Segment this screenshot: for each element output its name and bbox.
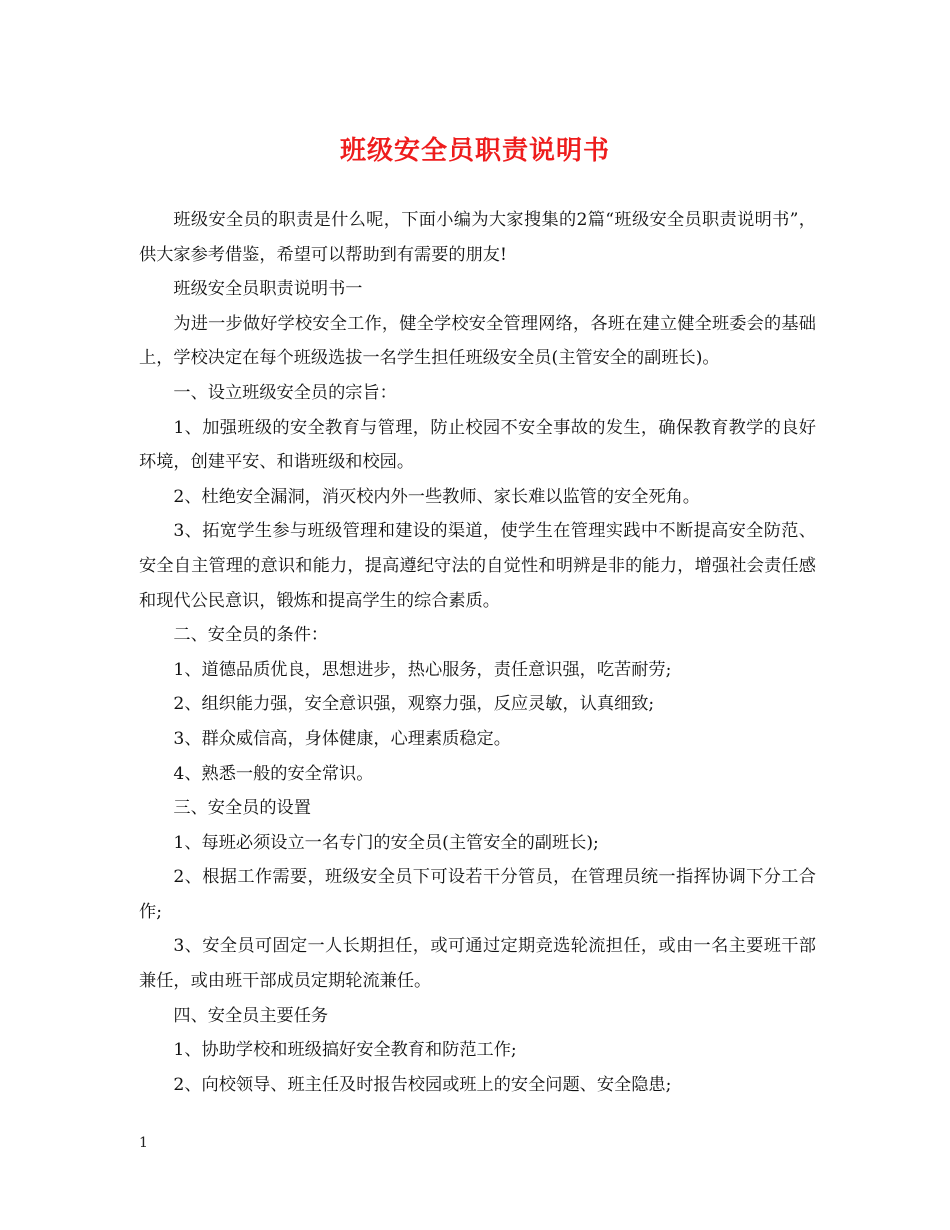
list-item: 2、根据工作需要，班级安全员下可设若干分管员，在管理员统一指挥协调下分工合作;: [139, 867, 816, 922]
list-item: 4、熟悉一般的安全常识。: [173, 763, 374, 784]
paragraph: 为进一步做好学校安全工作，健全学校安全管理网络，各班在建立健全班委会的基础上，学校决定在每个班级选拔一名学生担任班级安全员(主管安全的副班长)。: [139, 313, 816, 369]
list-item: 2、向校领导、班主任及时报告校园或班上的安全问题、安全隐患;: [173, 1074, 672, 1095]
list-item: 1、加强班级的安全教育与管理，防止校园不安全事故的发生，确保教育教学的良好环境，创建平安、和谐班级和校园。: [139, 417, 816, 473]
section-heading: 四、安全员主要任务: [173, 1005, 329, 1026]
intro-paragraph: 班级安全员的职责是什么呢，下面小编为大家搜集的2篇“班级安全员职责说明书”，供大家参考借鉴，希望可以帮助到有需要的朋友!: [139, 210, 816, 265]
list-item: 1、道德品质优良，思想进步，热心服务，责任意识强，吃苦耐劳;: [173, 659, 672, 680]
list-item: 1、每班必须设立一名专门的安全员(主管安全的副班长);: [173, 832, 599, 853]
list-item: 3、群众威信高，身体健康，心理素质稳定。: [173, 728, 511, 749]
list-item: 2、组织能力强，安全意识强，观察力强，反应灵敏，认真细致;: [173, 694, 655, 715]
section-heading: 二、安全员的条件：: [173, 625, 329, 646]
section-heading-part-one: 班级安全员职责说明书一: [173, 279, 363, 300]
page-number: 1: [139, 1135, 148, 1151]
list-item: 1、协助学校和班级搞好安全教育和防范工作;: [173, 1040, 517, 1061]
section-heading: 三、安全员的设置: [173, 798, 311, 819]
list-item: 2、杜绝安全漏洞，消灭校内外一些教师、家长难以监管的安全死角。: [173, 486, 700, 507]
list-item: 3、拓宽学生参与班级管理和建设的渠道，使学生在管理实践中不断提高安全防范、安全自主管理的意识和能力，提高遵纪守法的自觉性和明辨是非的能力，增强社会责任感和现代公民意识，锻炼和提高学生的综合素质。: [139, 521, 816, 611]
section-heading: 一、设立班级安全员的宗旨：: [173, 382, 397, 403]
list-item: 3、安全员可固定一人长期担任，或可通过定期竞选轮流担任，或由一名主要班干部兼任，或由班干部成员定期轮流兼任。: [139, 936, 816, 992]
document-body: [139, 203, 816, 1102]
document-title: 班级安全员职责说明书: [339, 136, 610, 166]
